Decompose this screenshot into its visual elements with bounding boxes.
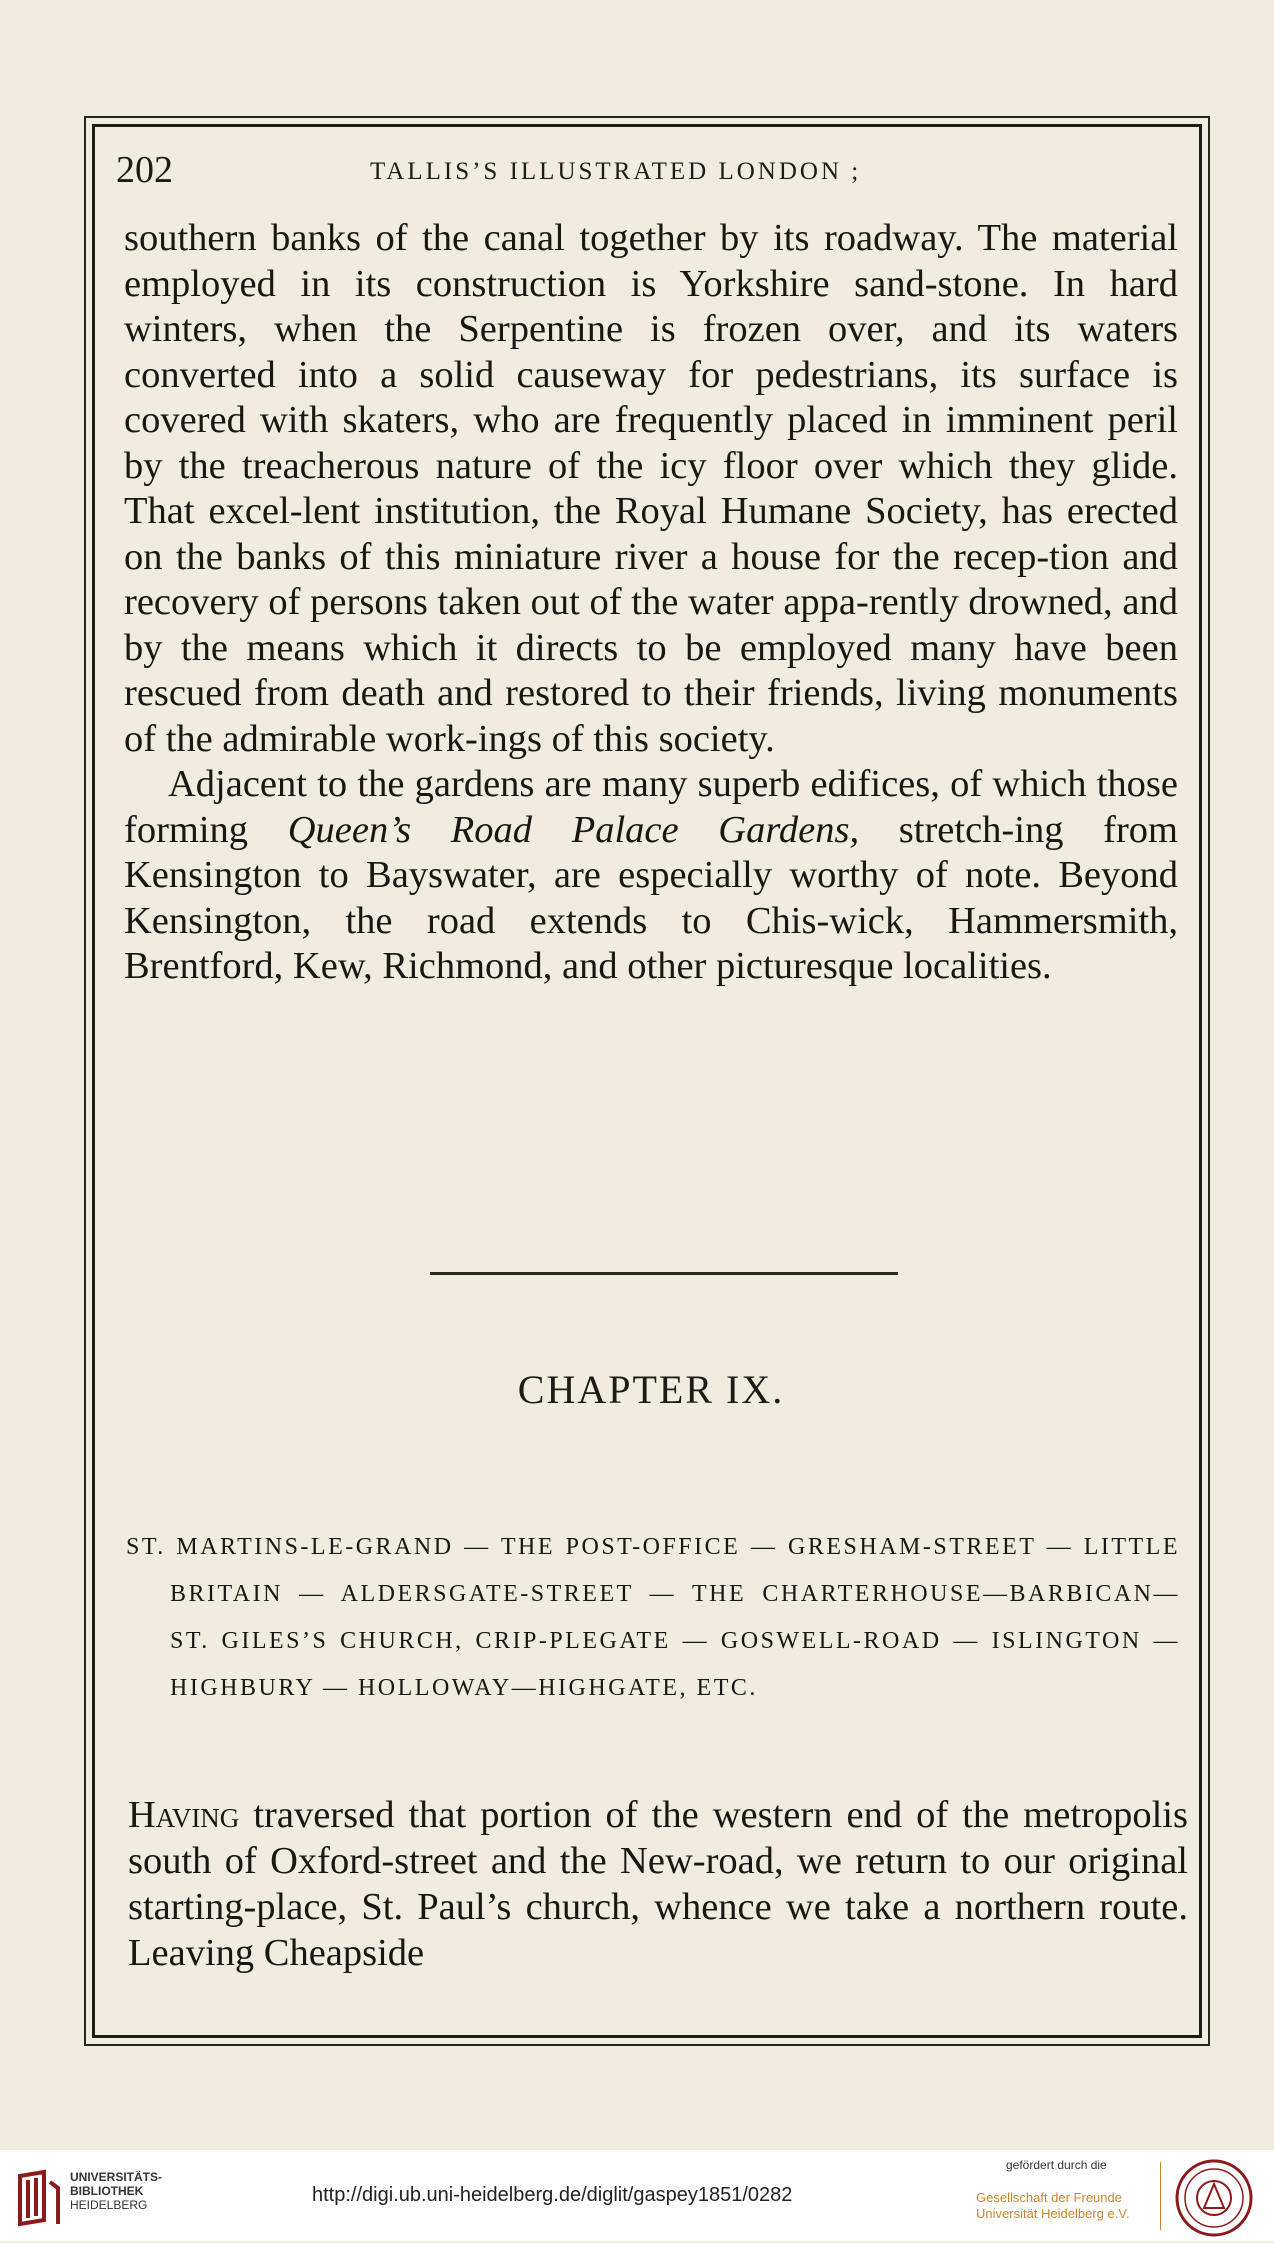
library-name-line-1: UNIVERSITÄTS-: [70, 2170, 163, 2184]
library-name-line-2: BIBLIOTHEK: [70, 2184, 144, 2198]
university-seal-icon: [1174, 2158, 1254, 2238]
sponsor-block: [976, 2158, 1156, 2222]
page-number: 202: [116, 149, 173, 191]
sponsor-intro: gefördert durch die: [1006, 2158, 1107, 2172]
opening-smallcaps: Having: [128, 1794, 240, 1836]
paragraph-2-end: stretch-ing from Kensington to Bayswater, are especially worthy of note. Beyond Kensington, the road extends to Chis-wick, Hammersmith, Brentford, Kew, Richmond, and other picturesque localities.: [124, 808, 1178, 987]
library-name-line-3: HEIDELBERG: [70, 2198, 148, 2212]
chapter-title: CHAPTER IX.: [517, 1367, 785, 1412]
paragraph-1: southern banks of the canal together by its roadway. The material employed in its construction is Yorkshire sand-stone. In hard winters, when the Serpentine is frozen over, and its waters converted into a solid causeway for pedestrians, its surface is covered with skaters, who are frequently placed in imminent peril by the treacherous nature of the icy floor over which they glide. That excel-lent institution, the Royal Humane Society, has erected on the banks of this miniature river a house for the recep-tion and recovery of persons taken out of the water appa-rently drowned, and by the means which it directs to be employed many have been rescued from death and restored to their friends, living monuments of the admirable work-ings of this society.: [124, 217, 1178, 760]
paragraph-2: [124, 762, 1178, 990]
paragraph-2-italic: Queen’s Road Palace Gardens,: [287, 808, 860, 851]
digitization-footer: [0, 2150, 1274, 2241]
running-title: TALLIS’S ILLUSTRATED LONDON ;: [370, 158, 862, 185]
permalink-url[interactable]: http://digi.ub.uni-heidelberg.de/diglit/gaspey1851/0282: [312, 2184, 793, 2206]
sponsor-divider: [1160, 2162, 1161, 2230]
body-text: [124, 216, 1178, 990]
chapter-synopsis-text: ST. MARTINS-LE-GRAND — THE POST-OFFICE — GRESHAM-STREET — LITTLE BRITAIN — ALDERSGATE-STREET — THE CHARTERHOUSE—BARBICAN—ST. GILES’S CHURCH, CRIP-PLEGATE — GOSWELL-ROAD — ISLINGTON — HIGHBURY — HOLLOWAY—HIGHGATE, ETC.: [126, 1534, 1180, 1701]
library-name: [70, 2170, 162, 2212]
sponsor-line-1: Gesellschaft der Freunde: [976, 2190, 1122, 2205]
running-head: [116, 148, 1176, 198]
opening-rest: traversed that portion of the western end of the metropolis south of Oxford-street and the New-road, we return to our original starting-place, St. Paul’s church, whence we take a northern route. Leaving Cheapside: [128, 1794, 1188, 1974]
sponsor-organization: [976, 2190, 1156, 2222]
chapter-opening-paragraph: [128, 1792, 1188, 1976]
library-logo-icon: [14, 2168, 64, 2228]
chapter-synopsis: [126, 1524, 1180, 1712]
section-rule: [430, 1272, 898, 1275]
sponsor-line-2: Universität Heidelberg e.V.: [976, 2206, 1130, 2221]
paragraph-2-start: Adjacent to the gardens are many superb edifices, of which those forming: [124, 763, 1178, 851]
